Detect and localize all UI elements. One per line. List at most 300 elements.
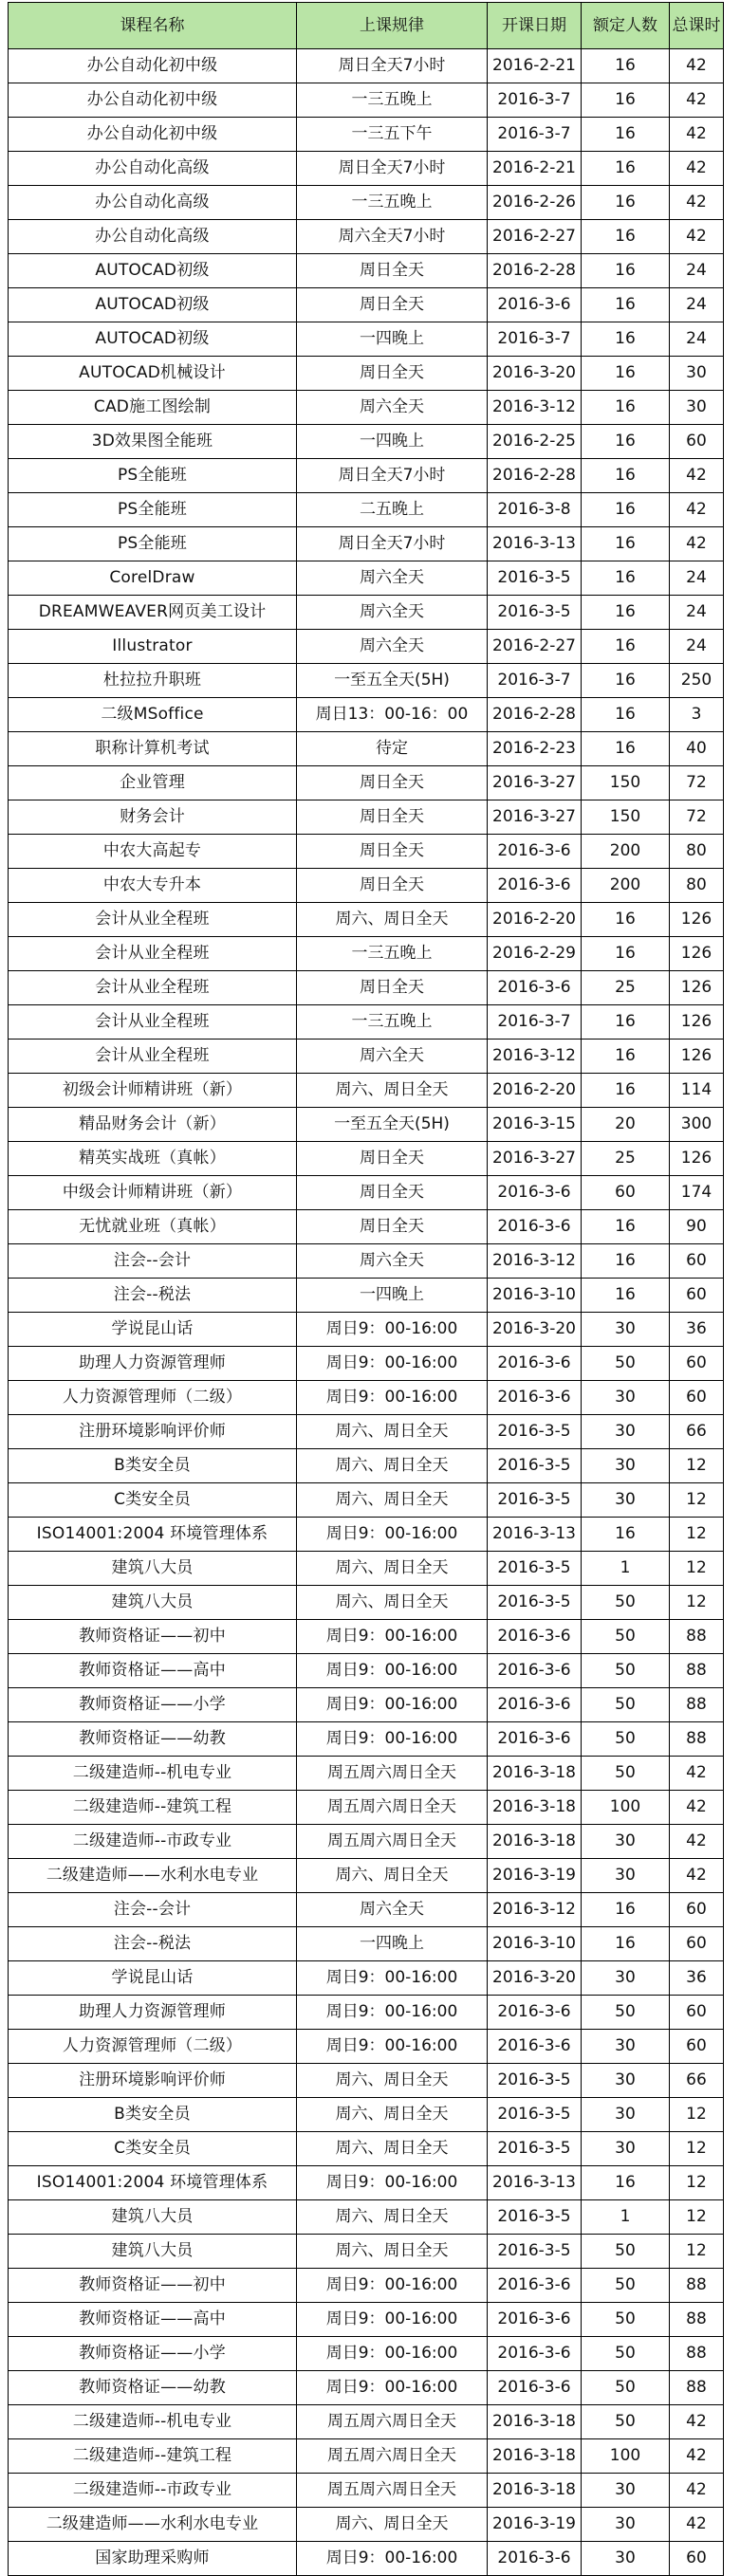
course-name-cell[interactable]: PS全能班 bbox=[9, 493, 297, 527]
capacity-cell[interactable]: 60 bbox=[582, 1176, 670, 1210]
total-hours-cell[interactable]: 126 bbox=[670, 903, 724, 937]
course-name-cell[interactable]: DREAMWEAVER网页美工设计 bbox=[9, 596, 297, 630]
schedule-cell[interactable]: 周日全天 bbox=[297, 288, 488, 322]
course-name-cell[interactable]: 教师资格证——高中 bbox=[9, 2303, 297, 2337]
total-hours-cell[interactable]: 42 bbox=[670, 527, 724, 561]
schedule-cell[interactable]: 周日9：00-16:00 bbox=[297, 1518, 488, 1552]
capacity-cell[interactable]: 30 bbox=[582, 1381, 670, 1415]
header-capacity[interactable]: 额定人数 bbox=[582, 3, 670, 49]
total-hours-cell[interactable]: 24 bbox=[670, 630, 724, 664]
total-hours-cell[interactable]: 88 bbox=[670, 1688, 724, 1722]
capacity-cell[interactable]: 50 bbox=[582, 2405, 670, 2439]
schedule-cell[interactable]: 周五周六周日全天 bbox=[297, 1825, 488, 1859]
course-name-cell[interactable]: 注会--会计 bbox=[9, 1244, 297, 1279]
start-date-cell[interactable]: 2016-3-6 bbox=[488, 2030, 582, 2064]
total-hours-cell[interactable]: 88 bbox=[670, 1654, 724, 1688]
course-name-cell[interactable]: 教师资格证——幼教 bbox=[9, 2371, 297, 2405]
schedule-cell[interactable]: 周日9：00-16:00 bbox=[297, 1620, 488, 1654]
capacity-cell[interactable]: 1 bbox=[582, 2200, 670, 2235]
course-name-cell[interactable]: ISO14001:2004 环境管理体系 bbox=[9, 2166, 297, 2200]
course-name-cell[interactable]: Illustrator bbox=[9, 630, 297, 664]
total-hours-cell[interactable]: 42 bbox=[670, 493, 724, 527]
capacity-cell[interactable]: 16 bbox=[582, 630, 670, 664]
start-date-cell[interactable]: 2016-3-6 bbox=[488, 1210, 582, 1244]
schedule-cell[interactable]: 周六、周日全天 bbox=[297, 1483, 488, 1518]
course-name-cell[interactable]: 人力资源管理师（二级） bbox=[9, 2030, 297, 2064]
capacity-cell[interactable]: 16 bbox=[582, 425, 670, 459]
start-date-cell[interactable]: 2016-3-5 bbox=[488, 1415, 582, 1449]
start-date-cell[interactable]: 2016-3-6 bbox=[488, 2269, 582, 2303]
course-name-cell[interactable]: C类安全员 bbox=[9, 2132, 297, 2166]
total-hours-cell[interactable]: 42 bbox=[670, 220, 724, 254]
capacity-cell[interactable]: 16 bbox=[582, 1244, 670, 1279]
schedule-cell[interactable]: 周六全天 bbox=[297, 1040, 488, 1074]
schedule-cell[interactable]: 周日9：00-16:00 bbox=[297, 2371, 488, 2405]
course-name-cell[interactable]: 职称计算机考试 bbox=[9, 732, 297, 766]
capacity-cell[interactable]: 25 bbox=[582, 971, 670, 1005]
course-name-cell[interactable]: 中农大专升本 bbox=[9, 869, 297, 903]
capacity-cell[interactable]: 16 bbox=[582, 1040, 670, 1074]
start-date-cell[interactable]: 2016-3-5 bbox=[488, 2132, 582, 2166]
capacity-cell[interactable]: 30 bbox=[582, 1449, 670, 1483]
start-date-cell[interactable]: 2016-3-12 bbox=[488, 1040, 582, 1074]
start-date-cell[interactable]: 2016-2-25 bbox=[488, 425, 582, 459]
capacity-cell[interactable]: 16 bbox=[582, 1518, 670, 1552]
capacity-cell[interactable]: 16 bbox=[582, 664, 670, 698]
course-name-cell[interactable]: B类安全员 bbox=[9, 2098, 297, 2132]
start-date-cell[interactable]: 2016-3-18 bbox=[488, 1757, 582, 1791]
course-name-cell[interactable]: 助理人力资源管理师 bbox=[9, 1347, 297, 1381]
start-date-cell[interactable]: 2016-3-18 bbox=[488, 2474, 582, 2508]
schedule-cell[interactable]: 二五晚上 bbox=[297, 493, 488, 527]
capacity-cell[interactable]: 16 bbox=[582, 83, 670, 118]
start-date-cell[interactable]: 2016-3-13 bbox=[488, 1518, 582, 1552]
start-date-cell[interactable]: 2016-3-5 bbox=[488, 2098, 582, 2132]
start-date-cell[interactable]: 2016-3-7 bbox=[488, 1005, 582, 1040]
schedule-cell[interactable]: 周日9：00-16:00 bbox=[297, 1381, 488, 1415]
schedule-cell[interactable]: 周日9：00-16:00 bbox=[297, 1654, 488, 1688]
schedule-cell[interactable]: 周日全天 bbox=[297, 800, 488, 835]
capacity-cell[interactable]: 50 bbox=[582, 1347, 670, 1381]
total-hours-cell[interactable]: 90 bbox=[670, 1210, 724, 1244]
total-hours-cell[interactable]: 60 bbox=[670, 1279, 724, 1313]
capacity-cell[interactable]: 25 bbox=[582, 1142, 670, 1176]
total-hours-cell[interactable]: 30 bbox=[670, 357, 724, 391]
start-date-cell[interactable]: 2016-3-6 bbox=[488, 869, 582, 903]
start-date-cell[interactable]: 2016-3-8 bbox=[488, 493, 582, 527]
start-date-cell[interactable]: 2016-3-18 bbox=[488, 1825, 582, 1859]
schedule-cell[interactable]: 待定 bbox=[297, 732, 488, 766]
course-name-cell[interactable]: 精英实战班（真帐） bbox=[9, 1142, 297, 1176]
start-date-cell[interactable]: 2016-3-6 bbox=[488, 1347, 582, 1381]
total-hours-cell[interactable]: 72 bbox=[670, 800, 724, 835]
schedule-cell[interactable]: 周日全天7小时 bbox=[297, 49, 488, 83]
capacity-cell[interactable]: 16 bbox=[582, 152, 670, 186]
total-hours-cell[interactable]: 24 bbox=[670, 254, 724, 288]
total-hours-cell[interactable]: 42 bbox=[670, 49, 724, 83]
total-hours-cell[interactable]: 12 bbox=[670, 2132, 724, 2166]
course-name-cell[interactable]: 二级建造师--机电专业 bbox=[9, 2405, 297, 2439]
total-hours-cell[interactable]: 126 bbox=[670, 971, 724, 1005]
schedule-cell[interactable]: 周日9：00-16:00 bbox=[297, 1961, 488, 1996]
course-name-cell[interactable]: 会计从业全程班 bbox=[9, 971, 297, 1005]
schedule-cell[interactable]: 周六、周日全天 bbox=[297, 2508, 488, 2542]
capacity-cell[interactable]: 16 bbox=[582, 49, 670, 83]
schedule-cell[interactable]: 一三五晚上 bbox=[297, 83, 488, 118]
course-name-cell[interactable]: CorelDraw bbox=[9, 561, 297, 596]
capacity-cell[interactable]: 50 bbox=[582, 2371, 670, 2405]
total-hours-cell[interactable]: 42 bbox=[670, 1791, 724, 1825]
total-hours-cell[interactable]: 126 bbox=[670, 1040, 724, 1074]
schedule-cell[interactable]: 周六、周日全天 bbox=[297, 2235, 488, 2269]
total-hours-cell[interactable]: 24 bbox=[670, 322, 724, 357]
header-start-date[interactable]: 开课日期 bbox=[488, 3, 582, 49]
capacity-cell[interactable]: 16 bbox=[582, 459, 670, 493]
course-name-cell[interactable]: 教师资格证——高中 bbox=[9, 1654, 297, 1688]
start-date-cell[interactable]: 2016-3-6 bbox=[488, 2371, 582, 2405]
start-date-cell[interactable]: 2016-3-19 bbox=[488, 2508, 582, 2542]
capacity-cell[interactable]: 200 bbox=[582, 869, 670, 903]
start-date-cell[interactable]: 2016-2-20 bbox=[488, 1074, 582, 1108]
total-hours-cell[interactable]: 80 bbox=[670, 869, 724, 903]
total-hours-cell[interactable]: 300 bbox=[670, 1108, 724, 1142]
start-date-cell[interactable]: 2016-3-6 bbox=[488, 288, 582, 322]
start-date-cell[interactable]: 2016-3-18 bbox=[488, 2439, 582, 2474]
start-date-cell[interactable]: 2016-2-28 bbox=[488, 459, 582, 493]
course-name-cell[interactable]: 二级建造师——水利水电专业 bbox=[9, 2508, 297, 2542]
schedule-cell[interactable]: 周六全天 bbox=[297, 630, 488, 664]
capacity-cell[interactable]: 50 bbox=[582, 1722, 670, 1757]
capacity-cell[interactable]: 50 bbox=[582, 1586, 670, 1620]
total-hours-cell[interactable]: 88 bbox=[670, 1722, 724, 1757]
course-name-cell[interactable]: 会计从业全程班 bbox=[9, 1005, 297, 1040]
total-hours-cell[interactable]: 60 bbox=[670, 1893, 724, 1927]
capacity-cell[interactable]: 16 bbox=[582, 937, 670, 971]
start-date-cell[interactable]: 2016-3-6 bbox=[488, 1996, 582, 2030]
total-hours-cell[interactable]: 174 bbox=[670, 1176, 724, 1210]
capacity-cell[interactable]: 16 bbox=[582, 322, 670, 357]
course-name-cell[interactable]: 注会--税法 bbox=[9, 1279, 297, 1313]
capacity-cell[interactable]: 16 bbox=[582, 254, 670, 288]
start-date-cell[interactable]: 2016-3-19 bbox=[488, 1859, 582, 1893]
schedule-cell[interactable]: 周日全天7小时 bbox=[297, 527, 488, 561]
start-date-cell[interactable]: 2016-3-13 bbox=[488, 527, 582, 561]
course-name-cell[interactable]: 二级建造师--机电专业 bbox=[9, 1757, 297, 1791]
schedule-cell[interactable]: 周六全天 bbox=[297, 596, 488, 630]
capacity-cell[interactable]: 200 bbox=[582, 835, 670, 869]
capacity-cell[interactable]: 16 bbox=[582, 903, 670, 937]
schedule-cell[interactable]: 周六全天 bbox=[297, 1893, 488, 1927]
start-date-cell[interactable]: 2016-2-23 bbox=[488, 732, 582, 766]
schedule-cell[interactable]: 周日9：00-16:00 bbox=[297, 1347, 488, 1381]
total-hours-cell[interactable]: 42 bbox=[670, 2439, 724, 2474]
total-hours-cell[interactable]: 60 bbox=[670, 2030, 724, 2064]
course-name-cell[interactable]: 二级建造师--市政专业 bbox=[9, 1825, 297, 1859]
total-hours-cell[interactable]: 42 bbox=[670, 152, 724, 186]
capacity-cell[interactable]: 16 bbox=[582, 561, 670, 596]
course-name-cell[interactable]: PS全能班 bbox=[9, 459, 297, 493]
capacity-cell[interactable]: 50 bbox=[582, 2269, 670, 2303]
start-date-cell[interactable]: 2016-3-20 bbox=[488, 1313, 582, 1347]
start-date-cell[interactable]: 2016-3-7 bbox=[488, 83, 582, 118]
start-date-cell[interactable]: 2016-3-6 bbox=[488, 1722, 582, 1757]
start-date-cell[interactable]: 2016-3-7 bbox=[488, 322, 582, 357]
schedule-cell[interactable]: 周六、周日全天 bbox=[297, 1859, 488, 1893]
total-hours-cell[interactable]: 42 bbox=[670, 186, 724, 220]
course-name-cell[interactable]: 会计从业全程班 bbox=[9, 937, 297, 971]
total-hours-cell[interactable]: 42 bbox=[670, 2508, 724, 2542]
course-name-cell[interactable]: 教师资格证——初中 bbox=[9, 2269, 297, 2303]
course-name-cell[interactable]: 杜拉拉升职班 bbox=[9, 664, 297, 698]
total-hours-cell[interactable]: 42 bbox=[670, 2405, 724, 2439]
course-name-cell[interactable]: 建筑八大员 bbox=[9, 2200, 297, 2235]
start-date-cell[interactable]: 2016-3-5 bbox=[488, 1552, 582, 1586]
capacity-cell[interactable]: 16 bbox=[582, 288, 670, 322]
capacity-cell[interactable]: 50 bbox=[582, 1620, 670, 1654]
schedule-cell[interactable]: 周五周六周日全天 bbox=[297, 2439, 488, 2474]
course-name-cell[interactable]: 中农大高起专 bbox=[9, 835, 297, 869]
schedule-cell[interactable]: 周日9：00-16:00 bbox=[297, 1996, 488, 2030]
schedule-cell[interactable]: 周六、周日全天 bbox=[297, 1552, 488, 1586]
start-date-cell[interactable]: 2016-3-12 bbox=[488, 391, 582, 425]
course-name-cell[interactable]: 注册环境影响评价师 bbox=[9, 1415, 297, 1449]
course-name-cell[interactable]: 注册环境影响评价师 bbox=[9, 2064, 297, 2098]
start-date-cell[interactable]: 2016-2-28 bbox=[488, 254, 582, 288]
total-hours-cell[interactable]: 24 bbox=[670, 561, 724, 596]
schedule-cell[interactable]: 周六全天7小时 bbox=[297, 220, 488, 254]
capacity-cell[interactable]: 150 bbox=[582, 766, 670, 800]
start-date-cell[interactable]: 2016-3-6 bbox=[488, 1654, 582, 1688]
capacity-cell[interactable]: 16 bbox=[582, 2166, 670, 2200]
total-hours-cell[interactable]: 42 bbox=[670, 459, 724, 493]
course-name-cell[interactable]: 教师资格证——初中 bbox=[9, 1620, 297, 1654]
capacity-cell[interactable]: 16 bbox=[582, 186, 670, 220]
total-hours-cell[interactable]: 24 bbox=[670, 596, 724, 630]
schedule-cell[interactable]: 周日9：00-16:00 bbox=[297, 2166, 488, 2200]
schedule-cell[interactable]: 一四晚上 bbox=[297, 1279, 488, 1313]
schedule-cell[interactable]: 一三五晚上 bbox=[297, 1005, 488, 1040]
capacity-cell[interactable]: 16 bbox=[582, 1074, 670, 1108]
total-hours-cell[interactable]: 12 bbox=[670, 1586, 724, 1620]
total-hours-cell[interactable]: 60 bbox=[670, 1381, 724, 1415]
total-hours-cell[interactable]: 88 bbox=[670, 2269, 724, 2303]
total-hours-cell[interactable]: 60 bbox=[670, 1996, 724, 2030]
schedule-cell[interactable]: 周日13：00-16：00 bbox=[297, 698, 488, 732]
capacity-cell[interactable]: 100 bbox=[582, 1791, 670, 1825]
total-hours-cell[interactable]: 88 bbox=[670, 2303, 724, 2337]
capacity-cell[interactable]: 30 bbox=[582, 2098, 670, 2132]
start-date-cell[interactable]: 2016-3-27 bbox=[488, 1142, 582, 1176]
schedule-cell[interactable]: 周日全天 bbox=[297, 869, 488, 903]
schedule-cell[interactable]: 周日全天 bbox=[297, 1142, 488, 1176]
total-hours-cell[interactable]: 80 bbox=[670, 835, 724, 869]
schedule-cell[interactable]: 周日9：00-16:00 bbox=[297, 2542, 488, 2576]
course-name-cell[interactable]: 助理人力资源管理师 bbox=[9, 1996, 297, 2030]
start-date-cell[interactable]: 2016-3-6 bbox=[488, 2542, 582, 2576]
course-name-cell[interactable]: 办公自动化初中级 bbox=[9, 118, 297, 152]
capacity-cell[interactable]: 30 bbox=[582, 1859, 670, 1893]
start-date-cell[interactable]: 2016-3-12 bbox=[488, 1244, 582, 1279]
schedule-cell[interactable]: 周六全天 bbox=[297, 1244, 488, 1279]
schedule-cell[interactable]: 一至五全天(5H) bbox=[297, 1108, 488, 1142]
schedule-cell[interactable]: 周日全天 bbox=[297, 1210, 488, 1244]
total-hours-cell[interactable]: 88 bbox=[670, 2337, 724, 2371]
schedule-cell[interactable]: 一四晚上 bbox=[297, 1927, 488, 1961]
total-hours-cell[interactable]: 114 bbox=[670, 1074, 724, 1108]
total-hours-cell[interactable]: 42 bbox=[670, 1757, 724, 1791]
capacity-cell[interactable]: 30 bbox=[582, 2474, 670, 2508]
schedule-cell[interactable]: 周六、周日全天 bbox=[297, 2200, 488, 2235]
start-date-cell[interactable]: 2016-3-5 bbox=[488, 1449, 582, 1483]
start-date-cell[interactable]: 2016-3-6 bbox=[488, 1620, 582, 1654]
start-date-cell[interactable]: 2016-3-7 bbox=[488, 118, 582, 152]
header-total-hours[interactable]: 总课时 bbox=[670, 3, 724, 49]
course-name-cell[interactable]: 会计从业全程班 bbox=[9, 903, 297, 937]
course-name-cell[interactable]: 办公自动化高级 bbox=[9, 186, 297, 220]
start-date-cell[interactable]: 2016-3-6 bbox=[488, 2337, 582, 2371]
start-date-cell[interactable]: 2016-3-10 bbox=[488, 1279, 582, 1313]
start-date-cell[interactable]: 2016-3-6 bbox=[488, 1381, 582, 1415]
capacity-cell[interactable]: 50 bbox=[582, 1757, 670, 1791]
capacity-cell[interactable]: 30 bbox=[582, 1961, 670, 1996]
schedule-cell[interactable]: 周六、周日全天 bbox=[297, 2098, 488, 2132]
capacity-cell[interactable]: 150 bbox=[582, 800, 670, 835]
schedule-cell[interactable]: 周日全天7小时 bbox=[297, 459, 488, 493]
start-date-cell[interactable]: 2016-3-5 bbox=[488, 596, 582, 630]
course-name-cell[interactable]: 办公自动化初中级 bbox=[9, 49, 297, 83]
course-name-cell[interactable]: 中级会计师精讲班（新） bbox=[9, 1176, 297, 1210]
start-date-cell[interactable]: 2016-3-5 bbox=[488, 1586, 582, 1620]
total-hours-cell[interactable]: 42 bbox=[670, 83, 724, 118]
capacity-cell[interactable]: 50 bbox=[582, 2337, 670, 2371]
course-name-cell[interactable]: 财务会计 bbox=[9, 800, 297, 835]
total-hours-cell[interactable]: 60 bbox=[670, 2542, 724, 2576]
capacity-cell[interactable]: 30 bbox=[582, 2064, 670, 2098]
schedule-cell[interactable]: 周日9：00-16:00 bbox=[297, 2337, 488, 2371]
schedule-cell[interactable]: 一四晚上 bbox=[297, 322, 488, 357]
capacity-cell[interactable]: 100 bbox=[582, 2439, 670, 2474]
capacity-cell[interactable]: 16 bbox=[582, 1927, 670, 1961]
total-hours-cell[interactable]: 42 bbox=[670, 1859, 724, 1893]
total-hours-cell[interactable]: 42 bbox=[670, 1825, 724, 1859]
start-date-cell[interactable]: 2016-3-6 bbox=[488, 835, 582, 869]
start-date-cell[interactable]: 2016-3-18 bbox=[488, 1791, 582, 1825]
start-date-cell[interactable]: 2016-2-21 bbox=[488, 49, 582, 83]
capacity-cell[interactable]: 1 bbox=[582, 1552, 670, 1586]
total-hours-cell[interactable]: 250 bbox=[670, 664, 724, 698]
schedule-cell[interactable]: 一至五全天(5H) bbox=[297, 664, 488, 698]
total-hours-cell[interactable]: 12 bbox=[670, 1483, 724, 1518]
total-hours-cell[interactable]: 12 bbox=[670, 1552, 724, 1586]
start-date-cell[interactable]: 2016-3-18 bbox=[488, 2405, 582, 2439]
schedule-cell[interactable]: 周日全天 bbox=[297, 357, 488, 391]
capacity-cell[interactable]: 16 bbox=[582, 1893, 670, 1927]
total-hours-cell[interactable]: 66 bbox=[670, 2064, 724, 2098]
capacity-cell[interactable]: 16 bbox=[582, 220, 670, 254]
course-name-cell[interactable]: 人力资源管理师（二级） bbox=[9, 1381, 297, 1415]
start-date-cell[interactable]: 2016-3-5 bbox=[488, 561, 582, 596]
schedule-cell[interactable]: 周五周六周日全天 bbox=[297, 1791, 488, 1825]
schedule-cell[interactable]: 周日9：00-16:00 bbox=[297, 2269, 488, 2303]
schedule-cell[interactable]: 周六、周日全天 bbox=[297, 1449, 488, 1483]
course-name-cell[interactable]: 注会--会计 bbox=[9, 1893, 297, 1927]
start-date-cell[interactable]: 2016-2-26 bbox=[488, 186, 582, 220]
start-date-cell[interactable]: 2016-3-6 bbox=[488, 1688, 582, 1722]
schedule-cell[interactable]: 周日全天 bbox=[297, 971, 488, 1005]
header-course-name[interactable]: 课程名称 bbox=[9, 3, 297, 49]
course-name-cell[interactable]: 注会--税法 bbox=[9, 1927, 297, 1961]
capacity-cell[interactable]: 50 bbox=[582, 2303, 670, 2337]
start-date-cell[interactable]: 2016-3-5 bbox=[488, 2235, 582, 2269]
total-hours-cell[interactable]: 12 bbox=[670, 2200, 724, 2235]
course-name-cell[interactable]: 初级会计师精讲班（新） bbox=[9, 1074, 297, 1108]
capacity-cell[interactable]: 30 bbox=[582, 1313, 670, 1347]
total-hours-cell[interactable]: 3 bbox=[670, 698, 724, 732]
total-hours-cell[interactable]: 60 bbox=[670, 1347, 724, 1381]
schedule-cell[interactable]: 周日全天 bbox=[297, 766, 488, 800]
course-name-cell[interactable]: 企业管理 bbox=[9, 766, 297, 800]
total-hours-cell[interactable]: 12 bbox=[670, 1518, 724, 1552]
schedule-cell[interactable]: 周日全天7小时 bbox=[297, 152, 488, 186]
start-date-cell[interactable]: 2016-3-27 bbox=[488, 766, 582, 800]
course-name-cell[interactable]: 办公自动化高级 bbox=[9, 152, 297, 186]
start-date-cell[interactable]: 2016-2-28 bbox=[488, 698, 582, 732]
schedule-cell[interactable]: 周六、周日全天 bbox=[297, 903, 488, 937]
start-date-cell[interactable]: 2016-3-6 bbox=[488, 971, 582, 1005]
start-date-cell[interactable]: 2016-3-5 bbox=[488, 2200, 582, 2235]
course-name-cell[interactable]: B类安全员 bbox=[9, 1449, 297, 1483]
course-name-cell[interactable]: 办公自动化高级 bbox=[9, 220, 297, 254]
capacity-cell[interactable]: 30 bbox=[582, 2030, 670, 2064]
schedule-cell[interactable]: 一四晚上 bbox=[297, 425, 488, 459]
course-name-cell[interactable]: 办公自动化初中级 bbox=[9, 83, 297, 118]
capacity-cell[interactable]: 16 bbox=[582, 1210, 670, 1244]
course-name-cell[interactable]: 学说昆山话 bbox=[9, 1961, 297, 1996]
start-date-cell[interactable]: 2016-2-27 bbox=[488, 630, 582, 664]
course-name-cell[interactable]: 建筑八大员 bbox=[9, 1586, 297, 1620]
course-name-cell[interactable]: CAD施工图绘制 bbox=[9, 391, 297, 425]
course-name-cell[interactable]: 国家助理采购师 bbox=[9, 2542, 297, 2576]
course-name-cell[interactable]: ISO14001:2004 环境管理体系 bbox=[9, 1518, 297, 1552]
schedule-cell[interactable]: 周六、周日全天 bbox=[297, 2132, 488, 2166]
course-name-cell[interactable]: AUTOCAD初级 bbox=[9, 288, 297, 322]
capacity-cell[interactable]: 16 bbox=[582, 391, 670, 425]
capacity-cell[interactable]: 16 bbox=[582, 1279, 670, 1313]
capacity-cell[interactable]: 30 bbox=[582, 1483, 670, 1518]
schedule-cell[interactable]: 周五周六周日全天 bbox=[297, 2474, 488, 2508]
course-name-cell[interactable]: C类安全员 bbox=[9, 1483, 297, 1518]
total-hours-cell[interactable]: 36 bbox=[670, 1313, 724, 1347]
course-name-cell[interactable]: AUTOCAD初级 bbox=[9, 254, 297, 288]
total-hours-cell[interactable]: 60 bbox=[670, 1244, 724, 1279]
capacity-cell[interactable]: 30 bbox=[582, 1415, 670, 1449]
course-name-cell[interactable]: PS全能班 bbox=[9, 527, 297, 561]
schedule-cell[interactable]: 周五周六周日全天 bbox=[297, 1757, 488, 1791]
total-hours-cell[interactable]: 42 bbox=[670, 118, 724, 152]
total-hours-cell[interactable]: 60 bbox=[670, 1927, 724, 1961]
schedule-cell[interactable]: 周五周六周日全天 bbox=[297, 2405, 488, 2439]
course-name-cell[interactable]: 3D效果图全能班 bbox=[9, 425, 297, 459]
schedule-cell[interactable]: 周六全天 bbox=[297, 561, 488, 596]
schedule-cell[interactable]: 周六、周日全天 bbox=[297, 1586, 488, 1620]
start-date-cell[interactable]: 2016-3-20 bbox=[488, 357, 582, 391]
total-hours-cell[interactable]: 88 bbox=[670, 2371, 724, 2405]
course-name-cell[interactable]: 教师资格证——幼教 bbox=[9, 1722, 297, 1757]
total-hours-cell[interactable]: 12 bbox=[670, 2235, 724, 2269]
course-name-cell[interactable]: 二级建造师--建筑工程 bbox=[9, 2439, 297, 2474]
course-name-cell[interactable]: 教师资格证——小学 bbox=[9, 1688, 297, 1722]
course-name-cell[interactable]: 建筑八大员 bbox=[9, 1552, 297, 1586]
